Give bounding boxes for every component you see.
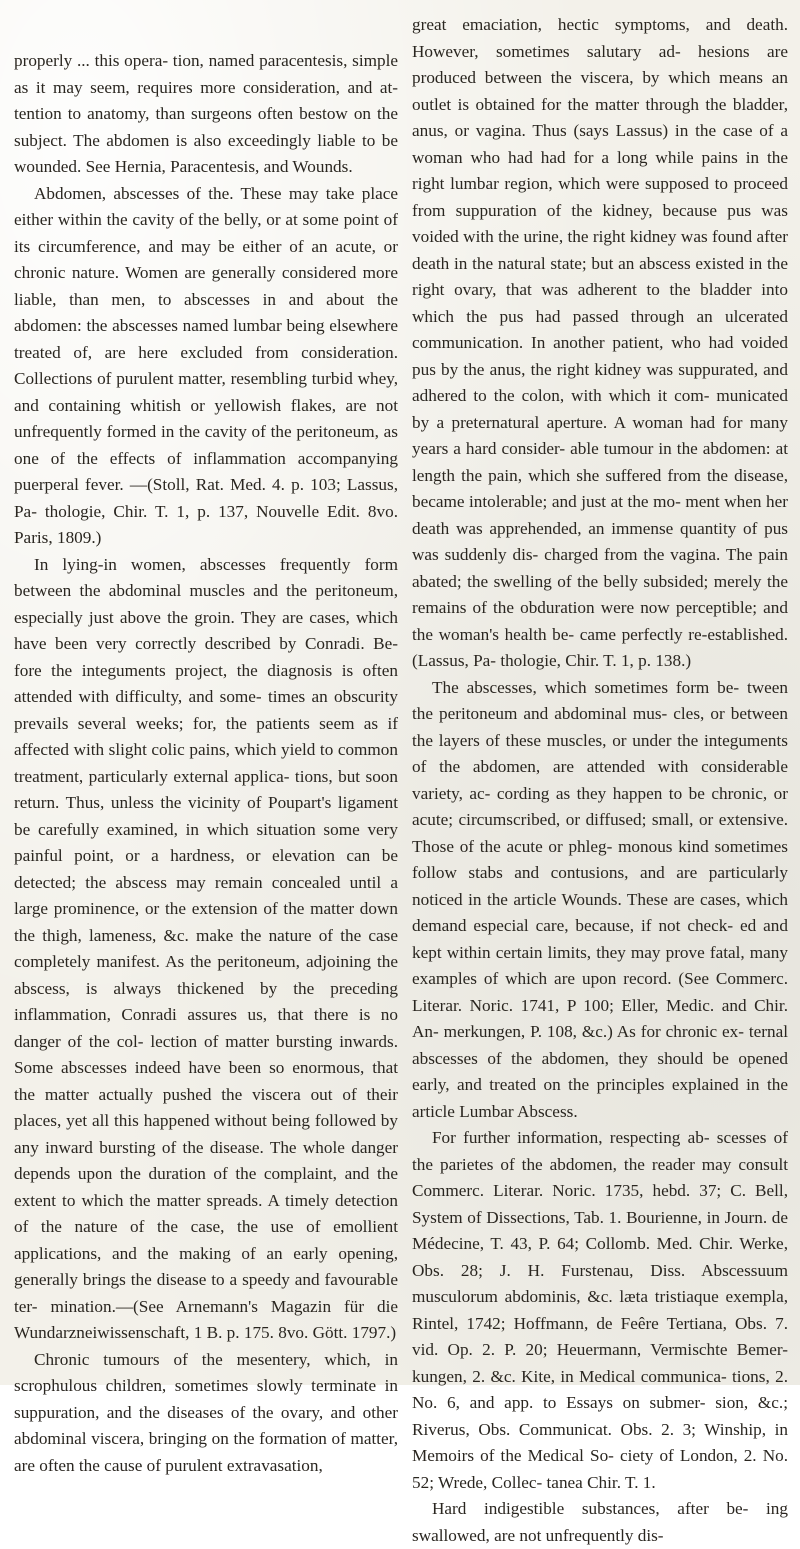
paragraph: Hard indigestible substances, after be- ing swallowed, are not unfrequently dis- xyxy=(412,1499,788,1545)
right-column xyxy=(412,12,788,1549)
paragraph: properly ... this opera- tion, named paracentesis, simple as it may seem, requires more consideration, and at- tention to anatomy, than surgeons often bestow on the subject. The abdomen is also exceedingly liable to be wounded. See Hernia, Paracentesis, and Wounds. xyxy=(14,51,398,176)
left-column xyxy=(14,48,398,1479)
paragraph: In lying-in women, abscesses frequently form between the abdominal muscles and the peritoneum, especially just above the groin. They are cases, which have been very correctly described by Conradi. Be- fore the integuments project, the diagnosis is often attended with difficulty, and some- times an obscurity prevails several weeks; for, the patients seem as if affected with slight colic pains, which yield to common treatment, particularly external applica- tions, but soon return. Thus, unless the vicinity of Poupart's ligament be carefully examined, in which situation some very painful point, or a hardness, or elevation can be detected; the abscess may remain concealed until a large prominence, or the extension of the matter down the thigh, lameness, &c. make the nature of the case completely manifest. As the peritoneum, adjoining the abscess, is always thickened by the preceding inflammation, Conradi assures us, that there is no danger of the col- lection of matter bursting inwards. Some abscesses indeed have been so enormous, that the matter actually pushed the viscera out of their places, yet all this happened without being followed by any inward bursting of the disease. The whole danger depends upon the duration of the complaint, and the extent to which the matter spreads. A timely detection of the nature of the case, the use of emollient applications, and the making of an early opening, generally brings the disease to a speedy and favourable ter- mination.—(See Arnemann's Magazin für die Wundarzneiwissenschaft, 1 B. p. 175. 8vo. Gött. 1797.) xyxy=(14,554,398,1342)
paragraph: For further information, respecting ab- scesses of the parietes of the abdomen, the reader may consult Commerc. Literar. Noric. 1735, hebd. 37; C. Bell, System of Dissections, Tab. 1. Bourienne, in Journ. de Médecine, T. 43, P. 64; Collomb. Med. Chir. Werke, Obs. 28; J. H. Furstenau, Diss. Abscessuum musculorum abdominis, &c. læta tristiaque exempla, Rintel, 1742; Hoffmann, de Feêre Tertiana, Obs. 7. vid. Op. 2. P. 20; Heuermann, Vermischte Bemer- kungen, 2. &c. Kite, in Medical communica- tions, 2. No. 6, and app. to Essays on submer- sion, &c.; Riverus, Obs. Communicat. Obs. 2. 3; Winship, in Memoirs of the Medical So- ciety of London, 2. No. 52; Wrede, Collec- tanea Chir. T. 1. xyxy=(412,1128,788,1492)
paragraph: great emaciation, hectic symptoms, and death. However, sometimes salutary ad- hesions are produced between the viscera, by which means an outlet is obtained for the matter through the bladder, anus, or vagina. Thus (says Lassus) in the case of a woman who had had for a long while pains in the right lumbar region, which were supposed to proceed from suppuration of the kidney, because pus was voided with the urine, the right kidney was found after death in the natural state; but an abscess existed in the right ovary, that was adherent to the bladder into which the pus had passed through an ulcerated communication. In another patient, who had voided pus by the anus, the right kidney was suppurated, and adhered to the colon, with which it com- municated by a preternatural aperture. A woman had for many years a hard consider- able tumour in the abdomen: at length the pain, which she suffered from the disease, became intolerable; and just at the mo- ment when her death was apprehended, an immense quantity of pus was suddenly dis- charged from the vagina. The pain abated; the swelling of the belly subsided; merely the remains of the obduration were now perceptible; and the woman's health be- came perfectly re-established. (Lassus, Pa- thologie, Chir. T. 1, p. 138.) xyxy=(412,15,788,670)
paragraph: Abdomen, abscesses of the. These may take place either within the cavity of the belly, or at some point of its circumference, and may be either of an acute, or chronic nature. Women are generally considered more liable, than men, to abscesses in and about the abdomen: the abscesses named lumbar being elsewhere treated of, are here excluded from consideration. Collections of purulent matter, resembling turbid whey, and containing whitish or yellowish flakes, are not unfrequently formed in the cavity of the peritoneum, as one of the effects of inflammation accompanying puerperal fever. —(Stoll, Rat. Med. 4. p. 103; Lassus, Pa- thologie, Chir. T. 1, p. 137, Nouvelle Edit. 8vo. Paris, 1809.) xyxy=(14,183,398,547)
paragraph: The abscesses, which sometimes form be- tween the peritoneum and abdominal mus- cles, or between the layers of these muscles, or under the integuments of the abdomen, are attended with considerable variety, ac- cording as they happen to be chronic, or acute; circumscribed, or diffused; small, or extensive. Those of the acute or phleg- monous kind sometimes follow stabs and contusions, and are particularly noticed in the article Wounds. These are cases, which demand especial care, because, if not check- ed and kept within certain limits, they may prove fatal, many examples of which are upon record. (See Commerc. Literar. Noric. 1741, P 100; Eller, Medic. and Chir. An- merkungen, P. 108, &c.) As for chronic ex- ternal abscesses of the abdomen, they should be opened early, and treated on the principles explained in the article Lumbar Abscess. xyxy=(412,677,788,1121)
paragraph: Chronic tumours of the mesentery, which, in scrophulous children, sometimes slowly terminate in suppuration, and the diseases of the ovary, and other abdominal viscera, bringing on the formation of matter, are often the cause of purulent extravasation, xyxy=(14,1349,398,1475)
